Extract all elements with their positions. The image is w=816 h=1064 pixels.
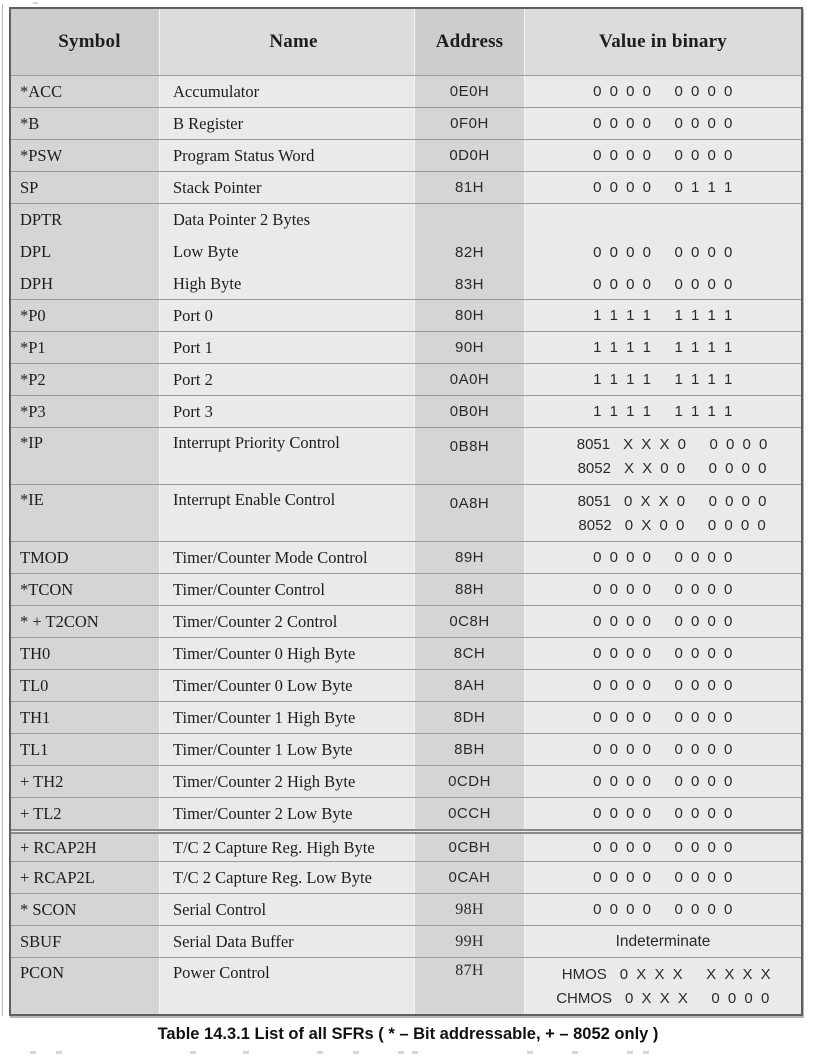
binary-value: 0 X 0 0 0 0 0 0: [624, 516, 767, 534]
table-row: [11, 573, 801, 605]
symbol-cell: + RCAP2L: [11, 862, 159, 893]
address-cell: [414, 485, 524, 541]
table-row: [11, 701, 801, 733]
address-value: 83H: [454, 275, 485, 293]
address-cell: [414, 542, 524, 573]
address-value: 0A0H: [449, 371, 490, 388]
labeled-value-line: [558, 436, 768, 453]
scan-artifact: [56, 1051, 62, 1054]
address-cell: [414, 766, 524, 797]
table-row: [11, 363, 801, 395]
address-value: 80H: [454, 307, 485, 324]
symbol-cell: *P0: [11, 300, 159, 331]
value-cell: [524, 734, 801, 765]
value-cell: [524, 172, 801, 203]
value-cell: [524, 140, 801, 171]
binary-value: 0 0 0 0 0 0 0 0: [593, 839, 733, 856]
address-cell: [414, 428, 524, 484]
binary-value: 0 0 0 0 0 0 0 0: [593, 147, 733, 164]
address-value: 0C8H: [449, 613, 490, 630]
scan-artifact: [243, 1051, 249, 1054]
binary-value: 0 X X X 0 0 0 0: [625, 989, 770, 1007]
column-header: Symbol: [11, 9, 159, 75]
table-row: [11, 861, 801, 893]
table-row: [11, 395, 801, 427]
binary-value: 0 0 0 0 0 1 1 1: [593, 179, 733, 196]
value-cell: [524, 834, 801, 861]
symbol-cell: + TL2: [11, 798, 159, 829]
address-value: 98H: [455, 900, 484, 918]
name-cell: Timer/Counter Mode Control: [159, 542, 414, 573]
address-value: 82H: [454, 243, 485, 261]
value-cell: [524, 542, 801, 573]
binary-value: 0 0 0 0 0 0 0 0: [593, 115, 733, 132]
symbol-cell: *P1: [11, 332, 159, 363]
labeled-value-line: [559, 460, 767, 477]
symbol-cell: * + T2CON: [11, 606, 159, 637]
table-row: [11, 637, 801, 669]
table-row: [11, 893, 801, 925]
page-edge-rule: [2, 4, 3, 1016]
address-value: 81H: [454, 179, 485, 196]
binary-value: 1 1 1 1 1 1 1 1: [593, 307, 733, 324]
address-value: 0F0H: [450, 115, 489, 132]
symbol-cell: * SCON: [11, 894, 159, 925]
scan-artifact: [643, 1051, 649, 1054]
table-row: [11, 829, 801, 861]
name-cell: Stack Pointer: [159, 172, 414, 203]
address-value: 88H: [454, 581, 485, 598]
name-cell: B Register: [159, 108, 414, 139]
binary-value: 0 0 0 0 0 0 0 0: [593, 805, 733, 822]
name-cell: Port 0: [159, 300, 414, 331]
address-cell: [414, 862, 524, 893]
value-cell: [524, 574, 801, 605]
address-cell: [414, 958, 524, 1014]
address-cell: [414, 364, 524, 395]
scan-artifact: [627, 1051, 633, 1054]
chip-variant-label: 8051: [576, 435, 611, 453]
binary-value: 0 0 0 0 0 0 0 0: [593, 613, 733, 630]
symbol-cell: SP: [11, 172, 159, 203]
binary-value: 0 X X X X X X X: [619, 965, 772, 983]
column-header: Address: [414, 9, 524, 75]
chip-variant-label: CHMOS: [556, 989, 613, 1007]
address-cell: [414, 574, 524, 605]
name-cell: Timer/Counter 1 Low Byte: [159, 734, 414, 765]
name-cell: Timer/Counter 1 High Byte: [159, 702, 414, 733]
binary-value: 0 0 0 0 0 0 0 0: [593, 549, 733, 566]
table-row: [11, 605, 801, 637]
symbol-cell: *IE: [11, 485, 159, 541]
symbol-cell: [11, 204, 159, 299]
value-line: [525, 268, 801, 299]
table-row: [11, 484, 801, 541]
scan-artifact: [412, 1051, 418, 1054]
address-cell: [414, 396, 524, 427]
address-cell: [414, 834, 524, 861]
value-cell: [524, 702, 801, 733]
value-cell: [524, 894, 801, 925]
address-value: 8DH: [453, 709, 486, 726]
address-cell: [414, 108, 524, 139]
value-line: [525, 236, 801, 268]
address-value: 99H: [455, 932, 484, 950]
binary-value: 0 0 0 0 0 0 0 0: [593, 709, 733, 726]
binary-value: 0 X X 0 0 0 0 0: [623, 492, 768, 510]
symbol-line: DPTR: [20, 210, 63, 229]
table-caption: Table 14.3.1 List of all SFRs ( * – Bit addressable, + – 8052 only ): [157, 1025, 659, 1043]
name-line: High Byte: [173, 274, 242, 293]
binary-value: 1 1 1 1 1 1 1 1: [593, 339, 733, 356]
value-cell: [524, 606, 801, 637]
symbol-cell: *TCON: [11, 574, 159, 605]
value-cell: [524, 364, 801, 395]
scan-artifact: [317, 1051, 323, 1054]
binary-value: 0 0 0 0 0 0 0 0: [593, 243, 733, 261]
address-cell: [414, 638, 524, 669]
value-cell: [524, 396, 801, 427]
address-cell: [414, 300, 524, 331]
address-line: [415, 204, 524, 236]
value-cell: [524, 485, 801, 541]
value-cell: [524, 926, 801, 957]
name-cell: Program Status Word: [159, 140, 414, 171]
labeled-value-line: [560, 517, 766, 534]
address-value: 8AH: [454, 677, 485, 694]
binary-value: 0 0 0 0 0 0 0 0: [593, 773, 733, 790]
column-header: Name: [159, 9, 414, 75]
table-row: [11, 427, 801, 484]
address-value: 0B8H: [449, 438, 490, 455]
symbol-cell: + RCAP2H: [11, 834, 159, 861]
binary-value: 0 0 0 0 0 0 0 0: [593, 741, 733, 758]
name-cell: Accumulator: [159, 76, 414, 107]
header-row: [11, 9, 801, 75]
address-value: 87H: [455, 962, 484, 979]
value-cell: [524, 798, 801, 829]
address-value: 0D0H: [449, 147, 490, 164]
address-line: [415, 236, 524, 268]
binary-value: 0 0 0 0 0 0 0 0: [593, 83, 733, 100]
name-cell: Timer/Counter 2 Control: [159, 606, 414, 637]
symbol-cell: *ACC: [11, 76, 159, 107]
binary-value: X X X 0 0 0 0 0: [623, 435, 768, 453]
value-cell: [524, 300, 801, 331]
address-value: 89H: [454, 549, 485, 566]
binary-value: 1 1 1 1 1 1 1 1: [593, 403, 733, 420]
symbol-cell: *IP: [11, 428, 159, 484]
sfr-table: [9, 7, 803, 1016]
address-value: 0CAH: [448, 869, 491, 886]
table-row: [11, 797, 801, 829]
scan-artifact: [353, 1051, 359, 1054]
labeled-value-line: [555, 966, 771, 983]
address-value: 0E0H: [449, 83, 490, 100]
symbol-cell: TL1: [11, 734, 159, 765]
value-cell: [524, 204, 801, 299]
address-value: 8BH: [454, 741, 485, 758]
name-cell: Timer/Counter 2 High Byte: [159, 766, 414, 797]
name-cell: Timer/Counter 2 Low Byte: [159, 798, 414, 829]
name-cell: T/C 2 Capture Reg. Low Byte: [159, 862, 414, 893]
binary-value: 0 0 0 0 0 0 0 0: [593, 869, 733, 886]
symbol-cell: *PSW: [11, 140, 159, 171]
table-row: [11, 107, 801, 139]
chip-variant-label: 8052: [577, 459, 611, 477]
value-cell: [524, 108, 801, 139]
symbol-cell: *P2: [11, 364, 159, 395]
address-cell: [414, 894, 524, 925]
symbol-cell: PCON: [11, 958, 159, 1014]
address-cell: [414, 926, 524, 957]
symbol-cell: TL0: [11, 670, 159, 701]
address-value: 0CCH: [448, 805, 491, 822]
symbol-line: DPL: [20, 242, 52, 261]
address-line: [415, 268, 524, 299]
name-line: Low Byte: [173, 242, 239, 261]
name-cell: T/C 2 Capture Reg. High Byte: [159, 834, 414, 861]
scan-artifact: [190, 1051, 196, 1054]
address-cell: [414, 670, 524, 701]
name-cell: Power Control: [159, 958, 414, 1014]
symbol-cell: + TH2: [11, 766, 159, 797]
binary-value: 0 0 0 0 0 0 0 0: [593, 677, 733, 694]
table-row: [11, 171, 801, 203]
table-row: [11, 203, 801, 299]
binary-value: 0 0 0 0 0 0 0 0: [593, 581, 733, 598]
table-row: [11, 75, 801, 107]
labeled-value-line: [559, 493, 767, 510]
value-line: [525, 204, 801, 236]
address-cell: [414, 734, 524, 765]
table-row: [11, 957, 801, 1014]
binary-value: Indeterminate: [615, 932, 711, 950]
binary-value: 0 0 0 0 0 0 0 0: [593, 901, 733, 918]
table-row: [11, 733, 801, 765]
symbol-cell: TH0: [11, 638, 159, 669]
labeled-value-line: [556, 990, 770, 1007]
name-cell: Timer/Counter 0 High Byte: [159, 638, 414, 669]
address-cell: [414, 332, 524, 363]
address-value: 8CH: [453, 645, 486, 662]
binary-value: 0 0 0 0 0 0 0 0: [593, 645, 733, 662]
chip-variant-label: HMOS: [561, 965, 607, 983]
name-cell: Serial Data Buffer: [159, 926, 414, 957]
name-cell: Port 1: [159, 332, 414, 363]
table-row: [11, 925, 801, 957]
name-cell: Timer/Counter Control: [159, 574, 414, 605]
scan-artifact: [33, 2, 38, 4]
value-cell: [524, 428, 801, 484]
address-cell: [414, 172, 524, 203]
value-cell: [524, 958, 801, 1014]
address-cell: [414, 702, 524, 733]
scan-artifact: [30, 1051, 36, 1054]
symbol-cell: TH1: [11, 702, 159, 733]
address-cell: [414, 204, 524, 299]
scan-artifact: [398, 1051, 404, 1054]
symbol-cell: *P3: [11, 396, 159, 427]
value-cell: [524, 638, 801, 669]
value-cell: [524, 766, 801, 797]
chip-variant-label: 8052: [578, 516, 612, 534]
symbol-cell: TMOD: [11, 542, 159, 573]
address-value: 0B0H: [449, 403, 490, 420]
chip-variant-label: 8051: [577, 492, 611, 510]
binary-value: 1 1 1 1 1 1 1 1: [593, 371, 733, 388]
address-value: 0A8H: [449, 495, 490, 512]
name-cell: Interrupt Priority Control: [159, 428, 414, 484]
name-cell: [159, 204, 414, 299]
table-row: [11, 331, 801, 363]
table-row: [11, 299, 801, 331]
name-cell: Timer/Counter 0 Low Byte: [159, 670, 414, 701]
name-cell: Serial Control: [159, 894, 414, 925]
table-row: [11, 765, 801, 797]
value-cell: [524, 862, 801, 893]
address-value: 0CBH: [448, 839, 491, 856]
value-cell: [524, 332, 801, 363]
name-cell: Interrupt Enable Control: [159, 485, 414, 541]
scan-artifact: [527, 1051, 533, 1054]
name-cell: Port 2: [159, 364, 414, 395]
value-cell: [524, 76, 801, 107]
address-cell: [414, 606, 524, 637]
scan-artifact: [572, 1051, 578, 1054]
address-value: 0CDH: [448, 773, 491, 790]
address-value: 90H: [454, 339, 485, 356]
name-cell: Port 3: [159, 396, 414, 427]
symbol-cell: SBUF: [11, 926, 159, 957]
address-cell: [414, 798, 524, 829]
address-cell: [414, 76, 524, 107]
column-header: Value in binary: [524, 9, 801, 75]
value-cell: [524, 670, 801, 701]
address-cell: [414, 140, 524, 171]
binary-value: X X 0 0 0 0 0 0: [623, 459, 768, 477]
name-line: Data Pointer 2 Bytes: [173, 210, 311, 229]
table-row: [11, 669, 801, 701]
table-row: [11, 541, 801, 573]
binary-value: 0 0 0 0 0 0 0 0: [593, 275, 733, 293]
symbol-cell: *B: [11, 108, 159, 139]
symbol-line: DPH: [20, 274, 54, 293]
table-row: [11, 139, 801, 171]
